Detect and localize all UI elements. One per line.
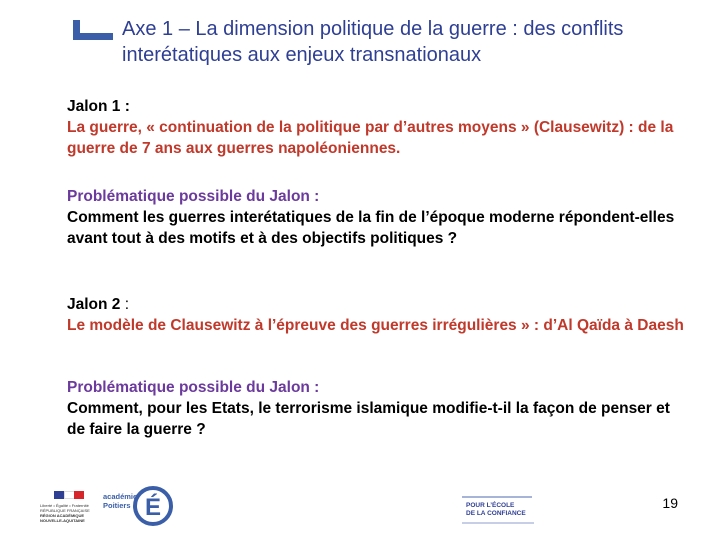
republique-francaise-logo	[40, 487, 100, 527]
academie-label: académie	[103, 492, 138, 501]
problematique-2	[67, 377, 687, 440]
problematique-2-text: Comment, pour les Etats, le terrorisme islamique modifie-t-il la façon de penser et de faire la guerre ?	[67, 400, 670, 438]
ecole-label: POUR L’ÉCOLE	[466, 502, 515, 509]
problematique-2-label: Problématique possible du Jalon :	[67, 379, 320, 396]
republique-francaise-text: Liberté • Égalité • Fraternité RÉPUBLIQUE FRANÇAISE	[40, 503, 90, 513]
academie-e-icon	[131, 478, 173, 528]
problematique-1-text: Comment les guerres interétatiques de la fin de l’époque moderne répondent-elles avant tout à des motifs et à des objectifs politiques ?	[67, 209, 675, 247]
problematique-1	[67, 186, 687, 249]
svg-text:É: É	[144, 494, 162, 521]
jalon-1	[67, 96, 687, 159]
page-number: 19	[662, 495, 678, 511]
problematique-1-label: Problématique possible du Jalon :	[67, 188, 320, 205]
poitiers-label: Poitiers	[103, 501, 131, 510]
academie-poitiers-logo	[103, 478, 173, 528]
jalon-2-text: Le modèle de Clausewitz à l’épreuve des guerres irrégulières » : d’Al Qaïda à Daesh	[67, 317, 684, 334]
jalon-1-text: La guerre, « continuation de la politique par d’autres moyens » (Clausewitz) : de la guerre de 7 ans aux guerres napoléoniennes.	[67, 119, 674, 157]
region-academique-text: RÉGION ACADÉMIQUE NOUVELLE-AQUITAINE	[40, 513, 85, 523]
slide-title: Axe 1 – La dimension politique de la guerre : des conflits interétatiques aux enjeux transnationaux	[122, 18, 624, 66]
title-bracket-icon	[73, 20, 113, 40]
jalon-1-label: Jalon 1 :	[67, 98, 130, 115]
jalon-2-label: Jalon 2	[67, 296, 121, 313]
jalon-2-colon: :	[120, 296, 130, 313]
confiance-label: DE LA CONFIANCE	[466, 510, 526, 517]
ecole-confiance-logo	[462, 494, 542, 526]
jalon-2	[67, 294, 687, 336]
